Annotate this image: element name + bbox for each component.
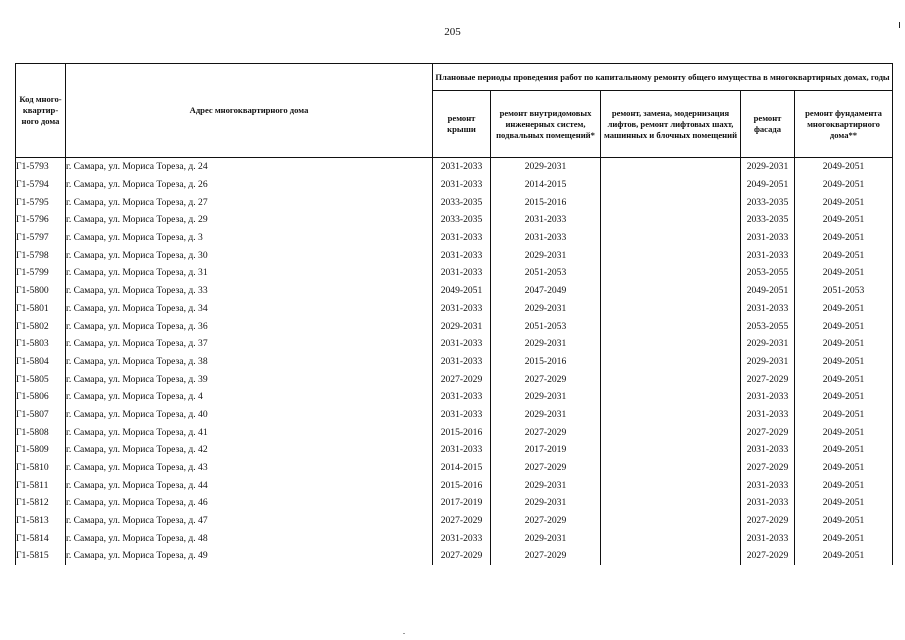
cell-foundation: 2049-2051 <box>795 459 893 477</box>
page-number: 205 <box>444 26 461 38</box>
cell-facade: 2049-2051 <box>741 176 795 194</box>
cell-address: г. Самара, ул. Мориса Тореза, д. 40 <box>66 406 433 424</box>
cell-roof: 2033-2035 <box>433 211 491 229</box>
cell-systems: 2027-2029 <box>491 370 601 388</box>
cell-systems: 2027-2029 <box>491 547 601 565</box>
cell-address: г. Самара, ул. Мориса Тореза, д. 37 <box>66 335 433 353</box>
cell-facade: 2027-2029 <box>741 370 795 388</box>
cell-elevators <box>601 193 741 211</box>
cell-facade: 2031-2033 <box>741 246 795 264</box>
cell-roof: 2031-2033 <box>433 388 491 406</box>
cell-elevators <box>601 512 741 530</box>
cell-facade: 2031-2033 <box>741 300 795 318</box>
cell-systems: 2031-2033 <box>491 211 601 229</box>
cell-elevators <box>601 529 741 547</box>
cell-systems: 2051-2053 <box>491 317 601 335</box>
cell-foundation: 2049-2051 <box>795 193 893 211</box>
table-row <box>16 264 893 282</box>
cell-elevators <box>601 353 741 371</box>
cell-elevators <box>601 335 741 353</box>
cell-systems: 2014-2015 <box>491 176 601 194</box>
cell-facade: 2029-2031 <box>741 158 795 176</box>
cell-code: Г1-5805 <box>16 370 66 388</box>
header-foundation: ремонт фундамента многоквартирного дома** <box>795 91 893 158</box>
table-row <box>16 211 893 229</box>
cell-roof: 2014-2015 <box>433 459 491 477</box>
cell-foundation: 2049-2051 <box>795 211 893 229</box>
cell-address: г. Самара, ул. Мориса Тореза, д. 26 <box>66 176 433 194</box>
cell-facade: 2031-2033 <box>741 388 795 406</box>
cell-systems: 2029-2031 <box>491 406 601 424</box>
header-systems: ремонт внутридомовых инженерных систем, подвальных помещений* <box>491 91 601 158</box>
cell-roof: 2027-2029 <box>433 370 491 388</box>
cell-foundation: 2051-2053 <box>795 282 893 300</box>
cell-elevators <box>601 423 741 441</box>
cell-code: Г1-5815 <box>16 547 66 565</box>
cell-address: г. Самара, ул. Мориса Тореза, д. 49 <box>66 547 433 565</box>
cell-code: Г1-5800 <box>16 282 66 300</box>
cell-code: Г1-5796 <box>16 211 66 229</box>
table-row <box>16 282 893 300</box>
cell-elevators <box>601 476 741 494</box>
cell-systems: 2029-2031 <box>491 388 601 406</box>
cell-elevators <box>601 264 741 282</box>
cell-systems: 2029-2031 <box>491 476 601 494</box>
cell-foundation: 2049-2051 <box>795 529 893 547</box>
cell-systems: 2029-2031 <box>491 335 601 353</box>
table-row <box>16 353 893 371</box>
cell-systems: 2029-2031 <box>491 529 601 547</box>
cell-facade: 2033-2035 <box>741 193 795 211</box>
table-row <box>16 229 893 247</box>
cell-roof: 2029-2031 <box>433 317 491 335</box>
cell-foundation: 2049-2051 <box>795 264 893 282</box>
cell-facade: 2031-2033 <box>741 441 795 459</box>
cell-address: г. Самара, ул. Мориса Тореза, д. 41 <box>66 423 433 441</box>
cell-facade: 2029-2031 <box>741 335 795 353</box>
table-row <box>16 317 893 335</box>
cell-facade: 2027-2029 <box>741 547 795 565</box>
cell-code: Г1-5797 <box>16 229 66 247</box>
cell-foundation: 2049-2051 <box>795 441 893 459</box>
cell-elevators <box>601 282 741 300</box>
cell-facade: 2033-2035 <box>741 211 795 229</box>
cell-foundation: 2049-2051 <box>795 246 893 264</box>
cell-elevators <box>601 459 741 477</box>
cell-address: г. Самара, ул. Мориса Тореза, д. 42 <box>66 441 433 459</box>
cell-roof: 2033-2035 <box>433 193 491 211</box>
cell-roof: 2017-2019 <box>433 494 491 512</box>
table-row <box>16 529 893 547</box>
cell-address: г. Самара, ул. Мориса Тореза, д. 30 <box>66 246 433 264</box>
cell-roof: 2031-2033 <box>433 158 491 176</box>
cell-address: г. Самара, ул. Мориса Тореза, д. 27 <box>66 193 433 211</box>
cell-elevators <box>601 246 741 264</box>
cell-address: г. Самара, ул. Мориса Тореза, д. 24 <box>66 158 433 176</box>
cell-roof: 2031-2033 <box>433 300 491 318</box>
cell-elevators <box>601 229 741 247</box>
cell-foundation: 2049-2051 <box>795 353 893 371</box>
table-row <box>16 335 893 353</box>
cell-foundation: 2049-2051 <box>795 547 893 565</box>
header-address: Адрес многоквартирного дома <box>66 64 433 158</box>
header-facade: ремонт фасада <box>741 91 795 158</box>
cell-address: г. Самара, ул. Мориса Тореза, д. 44 <box>66 476 433 494</box>
edge-mark <box>899 22 900 28</box>
cell-elevators <box>601 441 741 459</box>
cell-code: Г1-5794 <box>16 176 66 194</box>
cell-code: Г1-5808 <box>16 423 66 441</box>
cell-facade: 2053-2055 <box>741 264 795 282</box>
cell-systems: 2027-2029 <box>491 512 601 530</box>
cell-facade: 2031-2033 <box>741 229 795 247</box>
repair-schedule-table <box>15 63 893 565</box>
cell-code: Г1-5803 <box>16 335 66 353</box>
table-row <box>16 158 893 176</box>
cell-elevators <box>601 317 741 335</box>
cell-address: г. Самара, ул. Мориса Тореза, д. 43 <box>66 459 433 477</box>
cell-code: Г1-5809 <box>16 441 66 459</box>
cell-code: Г1-5810 <box>16 459 66 477</box>
header-periods: Плановые периоды проведения работ по капитальному ремонту общего имущества в многоквартирных домах, годы <box>433 64 893 91</box>
cell-code: Г1-5799 <box>16 264 66 282</box>
cell-roof: 2049-2051 <box>433 282 491 300</box>
cell-code: Г1-5806 <box>16 388 66 406</box>
cell-code: Г1-5811 <box>16 476 66 494</box>
cell-facade: 2027-2029 <box>741 512 795 530</box>
cell-foundation: 2049-2051 <box>795 512 893 530</box>
table-row <box>16 423 893 441</box>
table-row <box>16 441 893 459</box>
cell-elevators <box>601 211 741 229</box>
cell-foundation: 2049-2051 <box>795 494 893 512</box>
cell-address: г. Самара, ул. Мориса Тореза, д. 36 <box>66 317 433 335</box>
cell-roof: 2031-2033 <box>433 335 491 353</box>
cell-foundation: 2049-2051 <box>795 388 893 406</box>
cell-systems: 2027-2029 <box>491 459 601 477</box>
cell-foundation: 2049-2051 <box>795 158 893 176</box>
cell-code: Г1-5807 <box>16 406 66 424</box>
cell-address: г. Самара, ул. Мориса Тореза, д. 29 <box>66 211 433 229</box>
cell-code: Г1-5802 <box>16 317 66 335</box>
cell-systems: 2015-2016 <box>491 193 601 211</box>
cell-foundation: 2049-2051 <box>795 300 893 318</box>
table-row <box>16 512 893 530</box>
cell-elevators <box>601 388 741 406</box>
cell-roof: 2031-2033 <box>433 529 491 547</box>
cell-roof: 2027-2029 <box>433 512 491 530</box>
cell-elevators <box>601 547 741 565</box>
cell-code: Г1-5795 <box>16 193 66 211</box>
header-roof: ремонт крыши <box>433 91 491 158</box>
cell-roof: 2031-2033 <box>433 264 491 282</box>
cell-roof: 2015-2016 <box>433 476 491 494</box>
cell-facade: 2053-2055 <box>741 317 795 335</box>
cell-address: г. Самара, ул. Мориса Тореза, д. 47 <box>66 512 433 530</box>
cell-address: г. Самара, ул. Мориса Тореза, д. 38 <box>66 353 433 371</box>
cell-facade: 2049-2051 <box>741 282 795 300</box>
cell-elevators <box>601 300 741 318</box>
table-row <box>16 370 893 388</box>
cell-roof: 2031-2033 <box>433 229 491 247</box>
cell-systems: 2029-2031 <box>491 300 601 318</box>
cell-foundation: 2049-2051 <box>795 423 893 441</box>
cell-facade: 2029-2031 <box>741 353 795 371</box>
cell-address: г. Самара, ул. Мориса Тореза, д. 39 <box>66 370 433 388</box>
table-row <box>16 459 893 477</box>
cell-systems: 2027-2029 <box>491 423 601 441</box>
cell-code: Г1-5814 <box>16 529 66 547</box>
cell-roof: 2031-2033 <box>433 246 491 264</box>
cell-roof: 2031-2033 <box>433 176 491 194</box>
cell-roof: 2031-2033 <box>433 353 491 371</box>
cell-foundation: 2049-2051 <box>795 370 893 388</box>
cell-facade: 2027-2029 <box>741 459 795 477</box>
cell-systems: 2031-2033 <box>491 229 601 247</box>
header-elevators: ремонт, замена, модернизация лифтов, ремонт лифтовых шахт, машинных и блочных помещений <box>601 91 741 158</box>
cell-foundation: 2049-2051 <box>795 335 893 353</box>
cell-facade: 2027-2029 <box>741 423 795 441</box>
cell-code: Г1-5793 <box>16 158 66 176</box>
cell-systems: 2015-2016 <box>491 353 601 371</box>
cell-systems: 2029-2031 <box>491 158 601 176</box>
table-row <box>16 406 893 424</box>
cell-address: г. Самара, ул. Мориса Тореза, д. 4 <box>66 388 433 406</box>
table-row <box>16 494 893 512</box>
cell-elevators <box>601 158 741 176</box>
cell-foundation: 2049-2051 <box>795 406 893 424</box>
cell-roof: 2015-2016 <box>433 423 491 441</box>
cell-elevators <box>601 494 741 512</box>
cell-facade: 2031-2033 <box>741 476 795 494</box>
cell-roof: 2031-2033 <box>433 406 491 424</box>
cell-facade: 2031-2033 <box>741 494 795 512</box>
cell-code: Г1-5804 <box>16 353 66 371</box>
cell-address: г. Самара, ул. Мориса Тореза, д. 34 <box>66 300 433 318</box>
cell-foundation: 2049-2051 <box>795 176 893 194</box>
cell-systems: 2029-2031 <box>491 246 601 264</box>
cell-foundation: 2049-2051 <box>795 476 893 494</box>
cell-facade: 2031-2033 <box>741 529 795 547</box>
cell-elevators <box>601 370 741 388</box>
table-row <box>16 246 893 264</box>
cell-code: Г1-5813 <box>16 512 66 530</box>
cell-address: г. Самара, ул. Мориса Тореза, д. 33 <box>66 282 433 300</box>
table-row <box>16 176 893 194</box>
cell-address: г. Самара, ул. Мориса Тореза, д. 3 <box>66 229 433 247</box>
cell-elevators <box>601 176 741 194</box>
cell-foundation: 2049-2051 <box>795 229 893 247</box>
cell-code: Г1-5798 <box>16 246 66 264</box>
cell-systems: 2017-2019 <box>491 441 601 459</box>
cell-address: г. Самара, ул. Мориса Тореза, д. 48 <box>66 529 433 547</box>
cell-address: г. Самара, ул. Мориса Тореза, д. 31 <box>66 264 433 282</box>
header-code: Код много-квартир-ного дома <box>16 64 66 158</box>
table-row <box>16 476 893 494</box>
cell-foundation: 2049-2051 <box>795 317 893 335</box>
cell-systems: 2029-2031 <box>491 494 601 512</box>
cell-systems: 2051-2053 <box>491 264 601 282</box>
cell-facade: 2031-2033 <box>741 406 795 424</box>
cell-code: Г1-5801 <box>16 300 66 318</box>
table-row <box>16 388 893 406</box>
cell-roof: 2031-2033 <box>433 441 491 459</box>
cell-roof: 2027-2029 <box>433 547 491 565</box>
table-row <box>16 547 893 565</box>
table-row <box>16 300 893 318</box>
cell-address: г. Самара, ул. Мориса Тореза, д. 46 <box>66 494 433 512</box>
cell-code: Г1-5812 <box>16 494 66 512</box>
table-body <box>16 158 893 565</box>
table-row <box>16 193 893 211</box>
scan-mark <box>403 633 405 634</box>
cell-elevators <box>601 406 741 424</box>
cell-systems: 2047-2049 <box>491 282 601 300</box>
